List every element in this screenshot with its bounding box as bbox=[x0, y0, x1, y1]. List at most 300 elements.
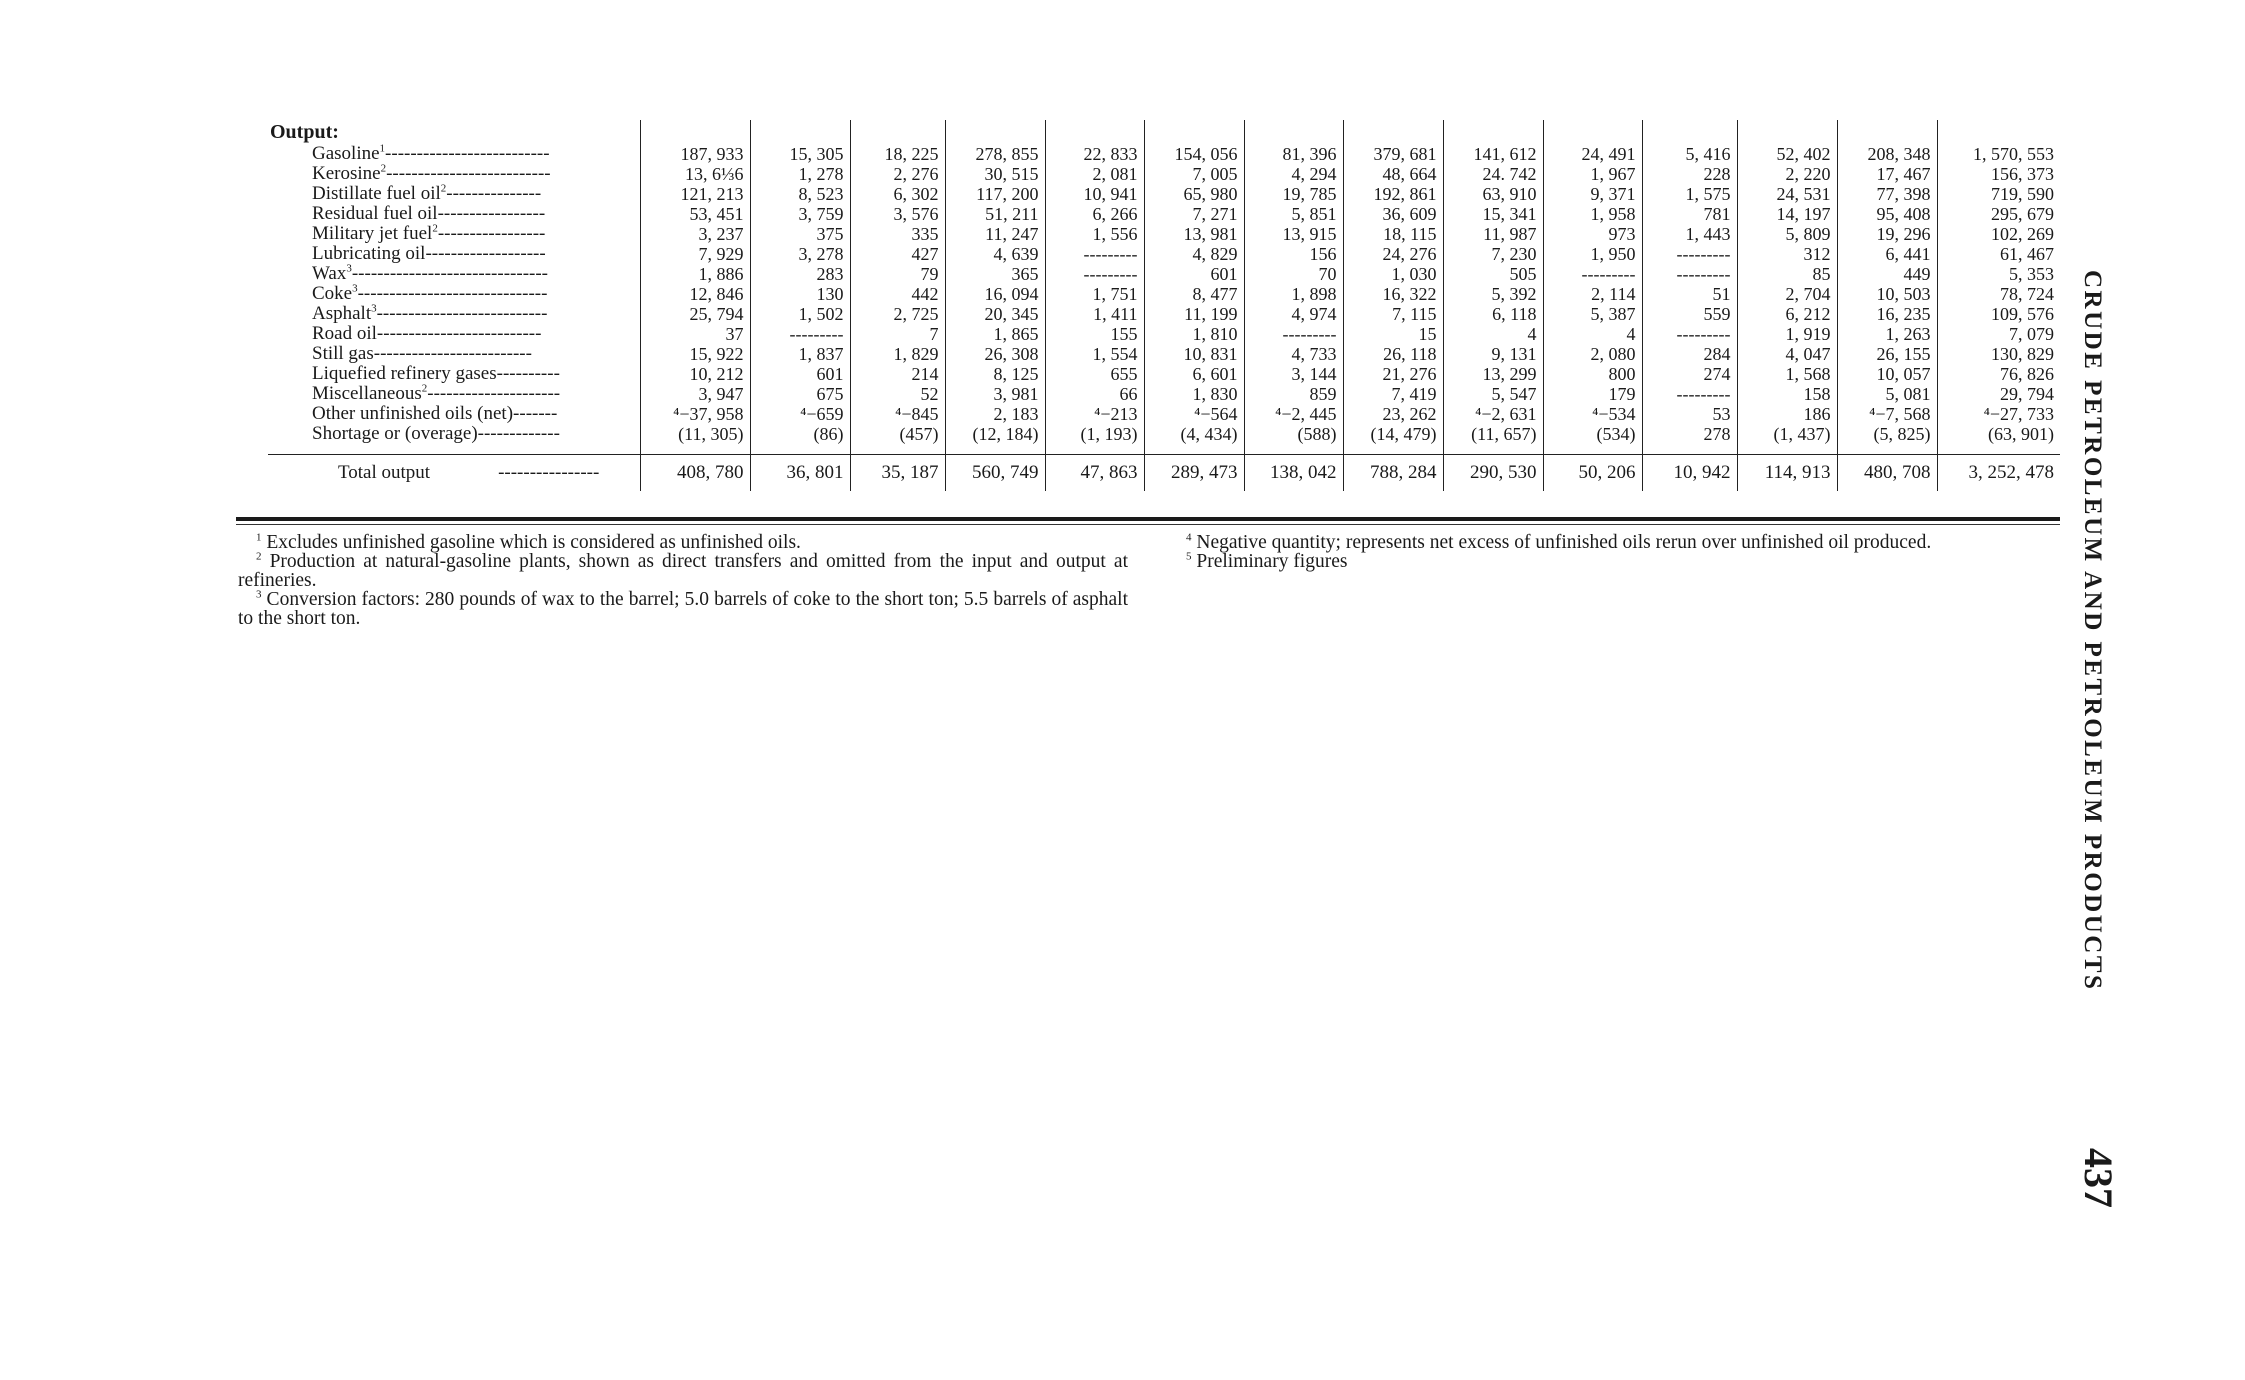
total-cell: 560, 749 bbox=[945, 455, 1045, 492]
table-cell bbox=[1543, 120, 1642, 144]
row-label bbox=[268, 244, 640, 264]
table-cell: 228 bbox=[1642, 164, 1737, 184]
total-cell: 289, 473 bbox=[1144, 455, 1244, 492]
spacer-cell bbox=[1937, 444, 2060, 455]
table-cell: 5, 547 bbox=[1443, 384, 1543, 404]
table-cell: 505 bbox=[1443, 264, 1543, 284]
spacer-cell bbox=[1244, 444, 1343, 455]
table-cell: 109, 576 bbox=[1937, 304, 2060, 324]
table-cell: 7, 929 bbox=[640, 244, 750, 264]
table-cell: 1, 898 bbox=[1244, 284, 1343, 304]
table-cell: 7, 271 bbox=[1144, 204, 1244, 224]
table-cell bbox=[945, 120, 1045, 144]
total-cell: 10, 942 bbox=[1642, 455, 1737, 492]
table-cell: 10, 831 bbox=[1144, 344, 1244, 364]
table-cell: 278, 855 bbox=[945, 144, 1045, 164]
table-cell: 81, 396 bbox=[1244, 144, 1343, 164]
row-label-text: Distillate fuel oil bbox=[312, 183, 441, 204]
table-cell bbox=[850, 120, 945, 144]
footnote bbox=[238, 590, 1128, 628]
spacer-cell bbox=[268, 444, 640, 455]
table-cell: 2, 183 bbox=[945, 404, 1045, 424]
table-cell: --------- bbox=[1642, 264, 1737, 284]
table-row bbox=[268, 164, 2060, 184]
table-cell: 3, 576 bbox=[850, 204, 945, 224]
row-label bbox=[268, 404, 640, 424]
table-cell: 973 bbox=[1543, 224, 1642, 244]
footnote-ref: 2 bbox=[440, 182, 447, 195]
table-cell: 3, 947 bbox=[640, 384, 750, 404]
table-cell: 601 bbox=[1144, 264, 1244, 284]
spacer-cell bbox=[1045, 444, 1144, 455]
table-row bbox=[268, 324, 2060, 344]
row-label bbox=[268, 204, 640, 224]
spacer-cell bbox=[640, 444, 750, 455]
table-cell: 95, 408 bbox=[1837, 204, 1937, 224]
table-cell bbox=[1837, 120, 1937, 144]
table-cell: 53, 451 bbox=[640, 204, 750, 224]
table-cell: 12, 846 bbox=[640, 284, 750, 304]
table-cell: 11, 199 bbox=[1144, 304, 1244, 324]
table-cell: 13, 299 bbox=[1443, 364, 1543, 384]
leader-dots: --------------------- bbox=[427, 383, 561, 404]
table-row bbox=[268, 384, 2060, 404]
table-cell: (11, 657) bbox=[1443, 424, 1543, 444]
table-cell: 427 bbox=[850, 244, 945, 264]
row-label-text: Road oil bbox=[312, 323, 377, 344]
table-cell: 10, 503 bbox=[1837, 284, 1937, 304]
footnote bbox=[1168, 552, 2060, 571]
table-cell: --------- bbox=[1642, 244, 1737, 264]
leader-dots: ------------------------------ bbox=[357, 283, 548, 304]
table-cell: ⁴−27, 733 bbox=[1937, 404, 2060, 424]
table-cell: 6, 266 bbox=[1045, 204, 1144, 224]
spacer-cell bbox=[945, 444, 1045, 455]
table-cell: (1, 437) bbox=[1737, 424, 1837, 444]
table-cell: (86) bbox=[750, 424, 850, 444]
table-cell: 24, 531 bbox=[1737, 184, 1837, 204]
table-cell: 1, 575 bbox=[1642, 184, 1737, 204]
total-cell: 480, 708 bbox=[1837, 455, 1937, 492]
leader-dots: ------------------- bbox=[425, 243, 546, 264]
footnote bbox=[238, 533, 1128, 552]
table-cell: 18, 115 bbox=[1343, 224, 1443, 244]
total-label-text: Total output bbox=[338, 462, 431, 483]
table-cell: 3, 237 bbox=[640, 224, 750, 244]
table-cell: 78, 724 bbox=[1937, 284, 2060, 304]
table-cell: 1, 967 bbox=[1543, 164, 1642, 184]
row-label-text: Liquefied refinery gases bbox=[312, 363, 497, 384]
table-cell: --------- bbox=[1045, 264, 1144, 284]
row-label-text: Lubricating oil bbox=[312, 243, 426, 264]
table-cell: 14, 197 bbox=[1737, 204, 1837, 224]
table-cell: (11, 305) bbox=[640, 424, 750, 444]
table-cell: 53 bbox=[1642, 404, 1737, 424]
row-label-text: Wax bbox=[312, 263, 347, 284]
table-cell: ⁴−2, 631 bbox=[1443, 404, 1543, 424]
table-cell: 24, 491 bbox=[1543, 144, 1642, 164]
table-cell: 4, 829 bbox=[1144, 244, 1244, 264]
table-cell: 11, 247 bbox=[945, 224, 1045, 244]
table-cell: 1, 829 bbox=[850, 344, 945, 364]
table-cell: 1, 958 bbox=[1543, 204, 1642, 224]
spacer-cell bbox=[1144, 444, 1244, 455]
table-cell: 2, 704 bbox=[1737, 284, 1837, 304]
table-cell: 278 bbox=[1642, 424, 1737, 444]
table-cell: 4, 974 bbox=[1244, 304, 1343, 324]
table-cell: 179 bbox=[1543, 384, 1642, 404]
table-cell: 117, 200 bbox=[945, 184, 1045, 204]
section-row bbox=[268, 120, 2060, 144]
table-cell: 8, 477 bbox=[1144, 284, 1244, 304]
table-cell: 1, 751 bbox=[1045, 284, 1144, 304]
table-cell: 559 bbox=[1642, 304, 1737, 324]
table-cell: 70 bbox=[1244, 264, 1343, 284]
footnote bbox=[238, 552, 1128, 590]
leader-dots: ----------------- bbox=[437, 223, 546, 244]
table-cell: 26, 155 bbox=[1837, 344, 1937, 364]
table-cell: (4, 434) bbox=[1144, 424, 1244, 444]
table-cell: ⁴−213 bbox=[1045, 404, 1144, 424]
table-cell: 1, 030 bbox=[1343, 264, 1443, 284]
table-cell: 5, 353 bbox=[1937, 264, 2060, 284]
table-cell: (534) bbox=[1543, 424, 1642, 444]
leader-dots: -------------------------- bbox=[376, 323, 542, 344]
table-cell: 375 bbox=[750, 224, 850, 244]
footnote-text: Production at natural-gasoline plants, shown as direct transfers and omitted from the input and output at refineries. bbox=[238, 551, 1128, 591]
table-cell: (12, 184) bbox=[945, 424, 1045, 444]
table-row bbox=[268, 404, 2060, 424]
leader-dots: ------------- bbox=[477, 423, 560, 444]
table-cell: (63, 901) bbox=[1937, 424, 2060, 444]
table-cell: 158 bbox=[1737, 384, 1837, 404]
row-label bbox=[268, 224, 640, 244]
table-cell: 192, 861 bbox=[1343, 184, 1443, 204]
table-cell: 6, 212 bbox=[1737, 304, 1837, 324]
table-cell: 1, 502 bbox=[750, 304, 850, 324]
row-label-text: Residual fuel oil bbox=[312, 203, 438, 224]
table-cell: 2, 725 bbox=[850, 304, 945, 324]
table-cell: --------- bbox=[1642, 324, 1737, 344]
table-cell: 187, 933 bbox=[640, 144, 750, 164]
table-cell: 6, 302 bbox=[850, 184, 945, 204]
table-cell: 7, 005 bbox=[1144, 164, 1244, 184]
footnote-mark: 1 bbox=[256, 531, 262, 544]
spacer-cell bbox=[1543, 444, 1642, 455]
row-label bbox=[268, 364, 640, 384]
footnote-ref: 2 bbox=[432, 222, 438, 235]
footnotes-right bbox=[1168, 533, 2060, 571]
table-cell: 37 bbox=[640, 324, 750, 344]
table-cell: 312 bbox=[1737, 244, 1837, 264]
total-cell: 788, 284 bbox=[1343, 455, 1443, 492]
table-cell: 365 bbox=[945, 264, 1045, 284]
table-cell: 1, 568 bbox=[1737, 364, 1837, 384]
table-cell: 5, 392 bbox=[1443, 284, 1543, 304]
spacer-cell bbox=[1443, 444, 1543, 455]
section-label: Output: bbox=[270, 121, 339, 143]
row-label bbox=[268, 184, 640, 204]
footnote-text: Conversion factors: 280 pounds of wax to the barrel; 5.0 barrels of coke to the short ton; 5.5 barrels of asphalt to the short ton. bbox=[238, 589, 1128, 629]
table-cell: 3, 278 bbox=[750, 244, 850, 264]
table-cell: 295, 679 bbox=[1937, 204, 2060, 224]
table-cell: 283 bbox=[750, 264, 850, 284]
table-cell: 19, 785 bbox=[1244, 184, 1343, 204]
table-cell: 4, 639 bbox=[945, 244, 1045, 264]
table-row bbox=[268, 144, 2060, 164]
footnote-mark: 2 bbox=[256, 550, 262, 563]
table-cell: 13, 981 bbox=[1144, 224, 1244, 244]
footnote-text: Excludes unfinished gasoline which is considered as unfinished oils. bbox=[261, 532, 801, 553]
table-cell: 1, 865 bbox=[945, 324, 1045, 344]
table-cell: 66 bbox=[1045, 384, 1144, 404]
spacer-cell bbox=[1737, 444, 1837, 455]
table-cell bbox=[1443, 120, 1543, 144]
table-cell: 1, 886 bbox=[640, 264, 750, 284]
footnote-text: Negative quantity; represents net excess of unfinished oils rerun over unfinished oil produced. bbox=[1191, 532, 1932, 553]
row-label-text: Gasoline bbox=[312, 143, 380, 164]
table-cell: ⁴−7, 568 bbox=[1837, 404, 1937, 424]
table-cell: (457) bbox=[850, 424, 945, 444]
footnote-ref: 3 bbox=[352, 282, 358, 295]
footnote-ref: 3 bbox=[346, 262, 352, 275]
table-cell: 1, 919 bbox=[1737, 324, 1837, 344]
row-label bbox=[268, 164, 640, 184]
table-row bbox=[268, 344, 2060, 364]
footnote-mark: 3 bbox=[256, 588, 262, 601]
spacer-cell bbox=[1343, 444, 1443, 455]
table-cell: 48, 664 bbox=[1343, 164, 1443, 184]
total-row bbox=[268, 455, 2060, 492]
leader-dots: -------------------------- bbox=[386, 163, 551, 184]
leader-dots: --------------------------- bbox=[376, 303, 548, 324]
table-cell: 15 bbox=[1343, 324, 1443, 344]
table-cell: 17, 467 bbox=[1837, 164, 1937, 184]
table-cell: 4, 733 bbox=[1244, 344, 1343, 364]
footnote-ref: 2 bbox=[380, 162, 387, 175]
table-cell: 26, 308 bbox=[945, 344, 1045, 364]
leader-dots: -------------------------- bbox=[385, 143, 550, 164]
table-cell bbox=[1045, 120, 1144, 144]
table-cell: 16, 235 bbox=[1837, 304, 1937, 324]
row-label bbox=[268, 424, 640, 444]
table-cell: --------- bbox=[750, 324, 850, 344]
row-label-text: Kerosine bbox=[312, 163, 381, 184]
table-cell: 2, 080 bbox=[1543, 344, 1642, 364]
table-cell: 1, 443 bbox=[1642, 224, 1737, 244]
table-cell: 65, 980 bbox=[1144, 184, 1244, 204]
table-cell: 5, 387 bbox=[1543, 304, 1642, 324]
table-row bbox=[268, 244, 2060, 264]
table-cell: 15, 341 bbox=[1443, 204, 1543, 224]
table-cell: 449 bbox=[1837, 264, 1937, 284]
table-cell: (5, 825) bbox=[1837, 424, 1937, 444]
table-cell: 1, 830 bbox=[1144, 384, 1244, 404]
table-cell: 2, 276 bbox=[850, 164, 945, 184]
table-cell: 19, 296 bbox=[1837, 224, 1937, 244]
table-cell: 18, 225 bbox=[850, 144, 945, 164]
table-cell: 24, 276 bbox=[1343, 244, 1443, 264]
table-cell bbox=[640, 120, 750, 144]
table-cell: ⁴−37, 958 bbox=[640, 404, 750, 424]
table-cell: (588) bbox=[1244, 424, 1343, 444]
table-cell: 22, 833 bbox=[1045, 144, 1144, 164]
table-cell: 121, 213 bbox=[640, 184, 750, 204]
row-label-text: Military jet fuel bbox=[312, 223, 433, 244]
table-cell: 675 bbox=[750, 384, 850, 404]
table-cell: 156 bbox=[1244, 244, 1343, 264]
footnote bbox=[1168, 533, 2060, 552]
table-cell bbox=[1244, 120, 1343, 144]
footnote-ref: 1 bbox=[379, 142, 386, 155]
table-cell: 3, 759 bbox=[750, 204, 850, 224]
footnotes-left bbox=[238, 533, 1128, 628]
table-cell: ⁴−845 bbox=[850, 404, 945, 424]
table-cell: 16, 322 bbox=[1343, 284, 1443, 304]
table-cell: 30, 515 bbox=[945, 164, 1045, 184]
table-cell: 7, 230 bbox=[1443, 244, 1543, 264]
table-cell: 79 bbox=[850, 264, 945, 284]
table-cell: 1, 411 bbox=[1045, 304, 1144, 324]
footnote-mark: 4 bbox=[1186, 531, 1192, 544]
table-cell: 9, 131 bbox=[1443, 344, 1543, 364]
table-cell: 154, 056 bbox=[1144, 144, 1244, 164]
table-cell: 5, 851 bbox=[1244, 204, 1343, 224]
table-cell: 77, 398 bbox=[1837, 184, 1937, 204]
table-cell: 52, 402 bbox=[1737, 144, 1837, 164]
table-cell: 1, 278 bbox=[750, 164, 850, 184]
spacer-cell bbox=[1837, 444, 1937, 455]
table-cell bbox=[1642, 120, 1737, 144]
table-cell: ⁴−534 bbox=[1543, 404, 1642, 424]
row-label-text: Coke bbox=[312, 283, 353, 304]
leader-dots: ----------------- bbox=[437, 203, 546, 224]
table-cell: 155 bbox=[1045, 324, 1144, 344]
spacer-cell bbox=[850, 444, 945, 455]
table-cell: 2, 220 bbox=[1737, 164, 1837, 184]
table-cell bbox=[1343, 120, 1443, 144]
table-cell: 5, 416 bbox=[1642, 144, 1737, 164]
row-label bbox=[268, 284, 640, 304]
table-cell: ⁴−659 bbox=[750, 404, 850, 424]
table-cell: 51, 211 bbox=[945, 204, 1045, 224]
table-cell: 8, 125 bbox=[945, 364, 1045, 384]
total-label bbox=[268, 455, 640, 492]
table-cell: 1, 556 bbox=[1045, 224, 1144, 244]
total-cell: 50, 206 bbox=[1543, 455, 1642, 492]
table-bottom-rule bbox=[236, 517, 2060, 521]
table-cell: 6, 441 bbox=[1837, 244, 1937, 264]
table-cell: 214 bbox=[850, 364, 945, 384]
table-cell: 15, 922 bbox=[640, 344, 750, 364]
table-cell: 61, 467 bbox=[1937, 244, 2060, 264]
table-cell: 8, 523 bbox=[750, 184, 850, 204]
table-cell: 24. 742 bbox=[1443, 164, 1543, 184]
table-row bbox=[268, 264, 2060, 284]
row-label bbox=[268, 304, 640, 324]
leader-dots: ---------------- bbox=[498, 462, 600, 483]
table-cell: 141, 612 bbox=[1443, 144, 1543, 164]
table-cell: ⁴−564 bbox=[1144, 404, 1244, 424]
table-cell: 4, 294 bbox=[1244, 164, 1343, 184]
running-head: CRUDE PETROLEUM AND PETROLEUM PRODUCTS bbox=[2079, 270, 2106, 992]
row-label bbox=[268, 264, 640, 284]
table-cell: 10, 941 bbox=[1045, 184, 1144, 204]
total-cell: 114, 913 bbox=[1737, 455, 1837, 492]
leader-dots: ------- bbox=[513, 403, 558, 424]
table-cell: 1, 554 bbox=[1045, 344, 1144, 364]
table-cell: 130 bbox=[750, 284, 850, 304]
footnote-mark: 5 bbox=[1186, 550, 1192, 563]
table-cell: 274 bbox=[1642, 364, 1737, 384]
row-label-text: Asphalt bbox=[312, 303, 372, 324]
table-cell: --------- bbox=[1045, 244, 1144, 264]
table-cell: 4 bbox=[1543, 324, 1642, 344]
footnote-ref: 2 bbox=[421, 382, 428, 395]
table-cell: 2, 114 bbox=[1543, 284, 1642, 304]
table-cell: (14, 479) bbox=[1343, 424, 1443, 444]
table-cell: 6, 601 bbox=[1144, 364, 1244, 384]
table-cell: 4, 047 bbox=[1737, 344, 1837, 364]
table-cell: 102, 269 bbox=[1937, 224, 2060, 244]
table-cell: 1, 810 bbox=[1144, 324, 1244, 344]
table-cell: 26, 118 bbox=[1343, 344, 1443, 364]
table-cell: 13, 915 bbox=[1244, 224, 1343, 244]
table-cell: 4 bbox=[1443, 324, 1543, 344]
table-cell: 284 bbox=[1642, 344, 1737, 364]
table-cell bbox=[1737, 120, 1837, 144]
row-label-text: Miscellaneous bbox=[312, 383, 422, 404]
table-cell: --------- bbox=[1642, 384, 1737, 404]
total-cell: 3, 252, 478 bbox=[1937, 455, 2060, 492]
table-row bbox=[268, 184, 2060, 204]
table-cell: 25, 794 bbox=[640, 304, 750, 324]
table-cell: 601 bbox=[750, 364, 850, 384]
table-cell: 85 bbox=[1737, 264, 1837, 284]
leader-dots: ---------- bbox=[496, 363, 560, 384]
table-cell bbox=[1144, 120, 1244, 144]
table-cell: (1, 193) bbox=[1045, 424, 1144, 444]
table-row bbox=[268, 304, 2060, 324]
table-cell: ⁴−2, 445 bbox=[1244, 404, 1343, 424]
table-cell: 76, 826 bbox=[1937, 364, 2060, 384]
total-cell: 408, 780 bbox=[640, 455, 750, 492]
table-cell: 20, 345 bbox=[945, 304, 1045, 324]
table-cell: 1, 950 bbox=[1543, 244, 1642, 264]
table-row bbox=[268, 424, 2060, 444]
table-cell: 7 bbox=[850, 324, 945, 344]
table-cell: 51 bbox=[1642, 284, 1737, 304]
table-cell: 7, 115 bbox=[1343, 304, 1443, 324]
table-cell: 186 bbox=[1737, 404, 1837, 424]
row-label bbox=[268, 324, 640, 344]
table-bottom-rule-thin bbox=[236, 524, 2060, 525]
table-cell: 2, 081 bbox=[1045, 164, 1144, 184]
total-cell: 290, 530 bbox=[1443, 455, 1543, 492]
table-cell: 130, 829 bbox=[1937, 344, 2060, 364]
table-cell: 719, 590 bbox=[1937, 184, 2060, 204]
table-cell: 21, 276 bbox=[1343, 364, 1443, 384]
table-cell: 11, 987 bbox=[1443, 224, 1543, 244]
table-cell: 7, 419 bbox=[1343, 384, 1443, 404]
total-cell: 36, 801 bbox=[750, 455, 850, 492]
table-cell: 1, 263 bbox=[1837, 324, 1937, 344]
table-cell: 655 bbox=[1045, 364, 1144, 384]
row-label-text: Other unfinished oils (net) bbox=[312, 403, 514, 424]
table-cell: 52 bbox=[850, 384, 945, 404]
table-cell: 208, 348 bbox=[1837, 144, 1937, 164]
table-cell: 442 bbox=[850, 284, 945, 304]
